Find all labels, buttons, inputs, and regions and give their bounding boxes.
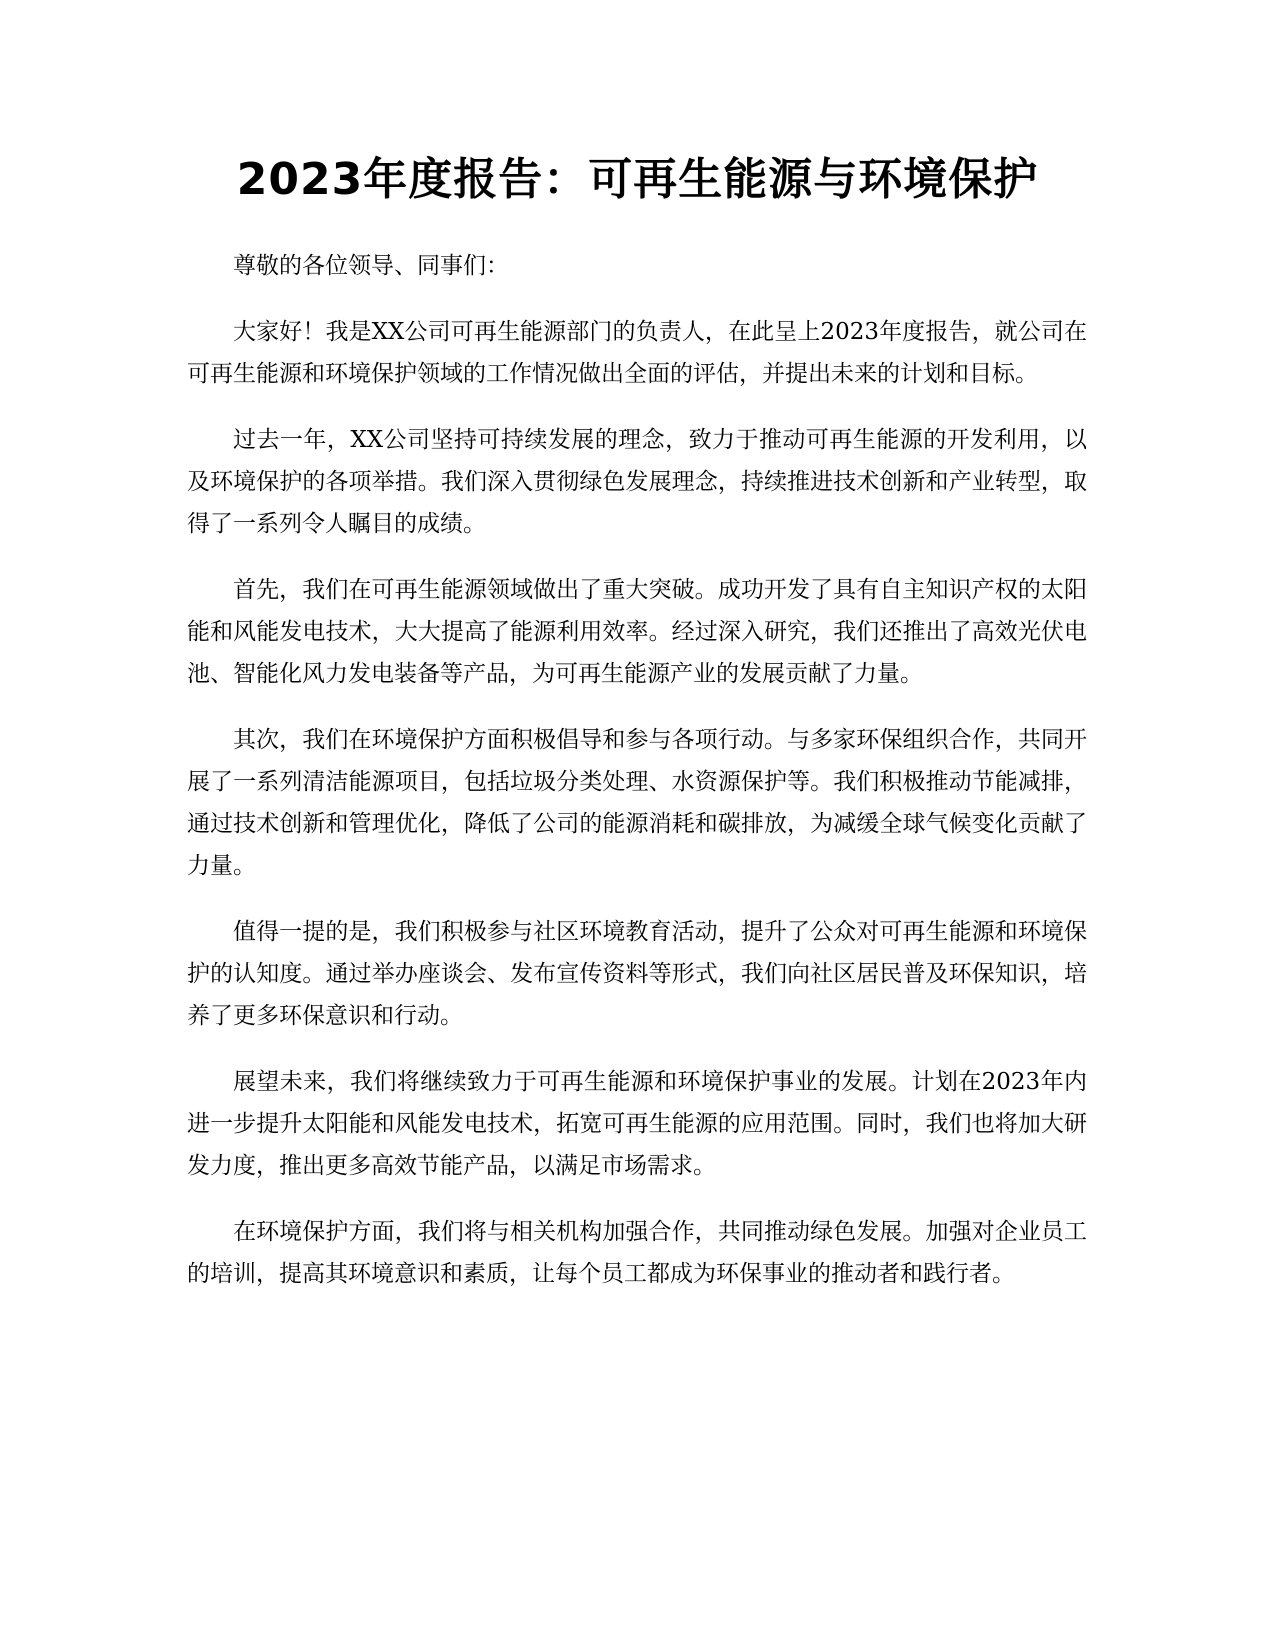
document-body [187, 245, 1087, 1319]
paragraph-community-education: 值得一提的是，我们积极参与社区环境教育活动，提升了公众对可再生能源和环境保护的认知度。通过举办座谈会、发布宣传资料等形式，我们向社区居民普及环保知识，培养了更多环保意识和行动。 [187, 919, 1087, 1029]
paragraph-outlook: 展望未来，我们将继续致力于可再生能源和环境保护事业的发展。计划在2023年内进一步提升太阳能和风能发电技术，拓宽可再生能源的应用范围。同时，我们也将加大研发力度，推出更多高效节能产品，以满足市场需求。 [187, 1069, 1087, 1179]
paragraph-intro: 大家好！我是XX公司可再生能源部门的负责人，在此呈上2023年度报告，就公司在可再生能源和环境保护领域的工作情况做出全面的评估，并提出未来的计划和目标。 [187, 319, 1087, 387]
paragraph-renewable-breakthrough: 首先，我们在可再生能源领域做出了重大突破。成功开发了具有自主知识产权的太阳能和风能发电技术，大大提高了能源利用效率。经过深入研究，我们还推出了高效光伏电池、智能化风力发电装备等产品，为可再生能源产业的发展贡献了力量。 [187, 577, 1087, 687]
paragraph-past-year: 过去一年，XX公司坚持可持续发展的理念，致力于推动可再生能源的开发利用，以及环境保护的各项举措。我们深入贯彻绿色发展理念，持续推进技术创新和产业转型，取得了一系列令人瞩目的成绩。 [187, 427, 1087, 537]
document-title: 2023年度报告：可再生能源与环境保护 [236, 154, 1039, 205]
salutation: 尊敬的各位领导、同事们： [233, 253, 509, 279]
paragraph-environmental-action: 其次，我们在环境保护方面积极倡导和参与各项行动。与多家环保组织合作，共同开展了一系列清洁能源项目，包括垃圾分类处理、水资源保护等。我们积极推动节能减排，通过技术创新和管理优化，降低了公司的能源消耗和碳排放，为减缓全球气候变化贡献了力量。 [187, 727, 1087, 879]
paragraph-environmental-plan: 在环境保护方面，我们将与相关机构加强合作，共同推动绿色发展。加强对企业员工的培训，提高其环境意识和素质，让每个员工都成为环保事业的推动者和践行者。 [187, 1219, 1087, 1287]
